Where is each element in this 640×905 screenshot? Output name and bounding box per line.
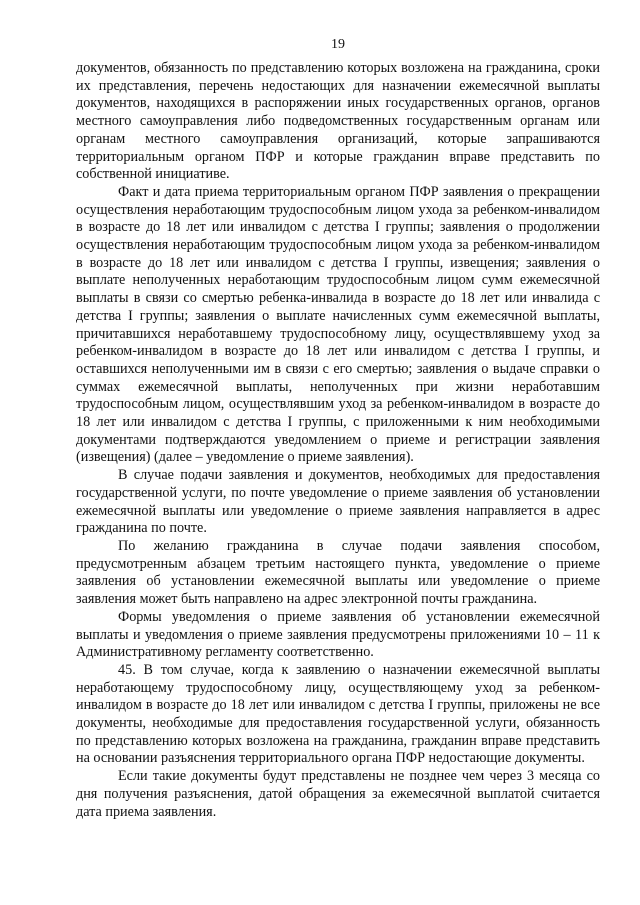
paragraph-continuation: документов, обязанность по представлению которых возложена на гражданина, сроки их представления, перечень недостающих для назначении ежемесячной выплаты документов, находящихся в распоряжении иных государственных органов, органов местного самоуправления либо подведомственных государственным органам или органам местного самоуправления организаций, которые запрашиваются территориальным органом ПФР и которые гражданин вправе представить по собственной инициативе. bbox=[76, 60, 600, 183]
paragraph-item-45: 45. В том случае, когда к заявлению о назначении ежемесячной выплаты неработающему трудоспособному лицу, осуществляющему уход за ребенком-инвалидом в возрасте до 18 лет или инвалидом с детства I группы, приложены не все документы, необходимые для предоставления государственной услуги, обязанность по представлению которых возложена на гражданина, гражданин вправе представить на основании разъяснения территориального органа ПФР недостающие документы. bbox=[76, 661, 600, 767]
paragraph-notification-forms: Формы уведомления о приеме заявления об установлении ежемесячной выплаты и уведомления о приеме заявления предусмотрены приложениями 10 – 11 к Административному регламенту соответственно. bbox=[76, 608, 600, 661]
paragraph-fact-and-date: Факт и дата приема территориальным органом ПФР заявления о прекращении осуществления неработающим трудоспособным лицом ухода за ребенком-инвалидом в возрасте до 18 лет или инвалидом с детства I группы; заявления о продолжении осуществления неработающим трудоспособным лицом ухода за ребенком-инвалидом в возрасте до 18 лет или инвалидом с детства I группы, извещения; заявления о выплате неполученных неработающим трудоспособным лицом сумм ежемесячной выплаты в связи со смертью ребенка-инвалида в возрасте до 18 лет или инвалида с детства I группы; заявления о выплате начисленных сумм ежемесячной выплаты, причитавшихся неработавшему трудоспособному лицу, осуществлявшему уход за ребенком-инвалидом в возрасте до 18 лет или инвалидом с детства I группы, и оставшихся неполученными им в связи с его смертью; заявления о выдаче справки о суммах ежемесячной выплаты, неполученных при жизни неработавшим трудоспособным лицом, осуществлявшим уход за ребенком-инвалидом в возрасте до 18 лет или инвалидом с детства I группы, с приложенными к ним необходимыми документами подтверждаются уведомлением о приеме и регистрации заявления (извещения) (далее – уведомление о приеме заявления). bbox=[76, 183, 600, 466]
paragraph-postal-submission: В случае подачи заявления и документов, необходимых для предоставления государственной услуги, по почте уведомление о приеме заявления об установлении ежемесячной выплаты или уведомление о приеме заявления направляется в адрес гражданина по почте. bbox=[76, 467, 600, 537]
paragraph-three-months: Если такие документы будут представлены не позднее чем через 3 месяца со дня получения разъяснения, датой обращения за ежемесячной выплатой считается дата приема заявления. bbox=[76, 768, 600, 820]
paragraph-email-notification: По желанию гражданина в случае подачи заявления способом, предусмотренным абзацем третьим настоящего пункта, уведомление о приеме заявления об установлении ежемесячной выплаты или уведомление о приеме заявления может быть направлено на адрес электронной почты гражданина. bbox=[76, 537, 600, 608]
page-number: 19 bbox=[331, 37, 345, 52]
